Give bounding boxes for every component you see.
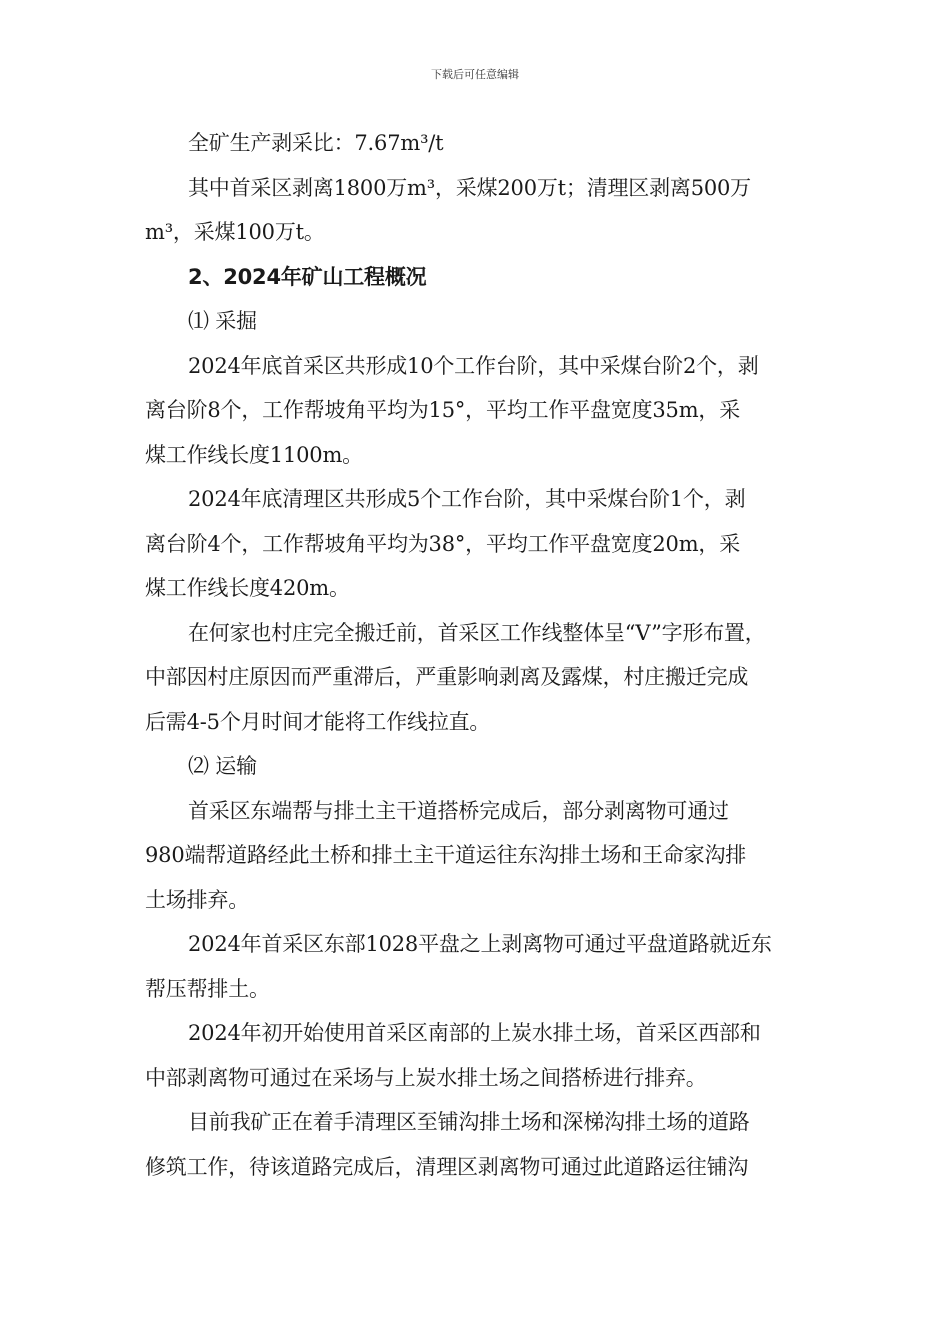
text-line: 2024年首采区东部1028平盘之上剥离物可通过平盘道路就近东 <box>188 932 772 956</box>
text-line: 修筑工作，待该道路完成后，清理区剥离物可通过此道路运往铺沟 <box>145 1154 749 1179</box>
text-line: 在何家也村庄完全搬迁前，首采区工作线整体呈“V”字形布置， <box>188 620 766 645</box>
text-line: 后需4-5个月时间才能将工作线拉直。 <box>145 709 491 734</box>
text-line: 980端帮道路经此土桥和排土主干道运往东沟排土场和王命家沟排 <box>145 843 747 867</box>
text-line: 中部因村庄原因而严重滞后，严重影响剥离及露煤，村庄搬迁完成 <box>145 665 749 689</box>
text-line: 煤工作线长度1100m。 <box>145 442 363 467</box>
text-line: 帮压帮排土。 <box>145 976 270 1001</box>
text-line: 首采区东端帮与排土主干道搭桥完成后，部分剥离物可通过 <box>188 798 729 823</box>
text-line: 土场排弃。 <box>145 887 249 912</box>
text-line: 目前我矿正在着手清理区至铺沟排土场和深梯沟排土场的道路 <box>188 1110 750 1134</box>
subsection-heading: ⑴ 采掘 <box>188 309 257 333</box>
text-line: 其中首采区剥离1800万m³，采煤200万t；清理区剥离500万 <box>188 175 751 200</box>
document-body <box>145 121 810 1189</box>
text-line: 2024年初开始使用首采区南部的上炭水排土场，首采区西部和 <box>188 1021 761 1045</box>
text-line: 离台阶4个，工作帮坡角平均为38°，平均工作平盘宽度20m，采 <box>145 531 741 556</box>
text-line: 中部剥离物可通过在采场与上炭水排土场之间搭桥进行排弃。 <box>145 1065 707 1090</box>
text-line: 煤工作线长度420m。 <box>145 576 350 600</box>
text-line: 全矿生产剥采比：7.67m³/t <box>188 131 444 155</box>
subsection-heading: ⑵ 运输 <box>188 754 257 778</box>
section-heading: 2、2024年矿山工程概况 <box>188 264 427 289</box>
page-header-note: 下载后可任意编辑 <box>431 68 519 81</box>
text-line: 2024年底首采区共形成10个工作台阶，其中采煤台阶2个，剥 <box>188 353 759 378</box>
text-line: 2024年底清理区共形成5个工作台阶，其中采煤台阶1个，剥 <box>188 487 746 511</box>
text-line: m³，采煤100万t。 <box>145 220 325 244</box>
text-line: 离台阶8个，工作帮坡角平均为15°，平均工作平盘宽度35m，采 <box>145 398 741 422</box>
